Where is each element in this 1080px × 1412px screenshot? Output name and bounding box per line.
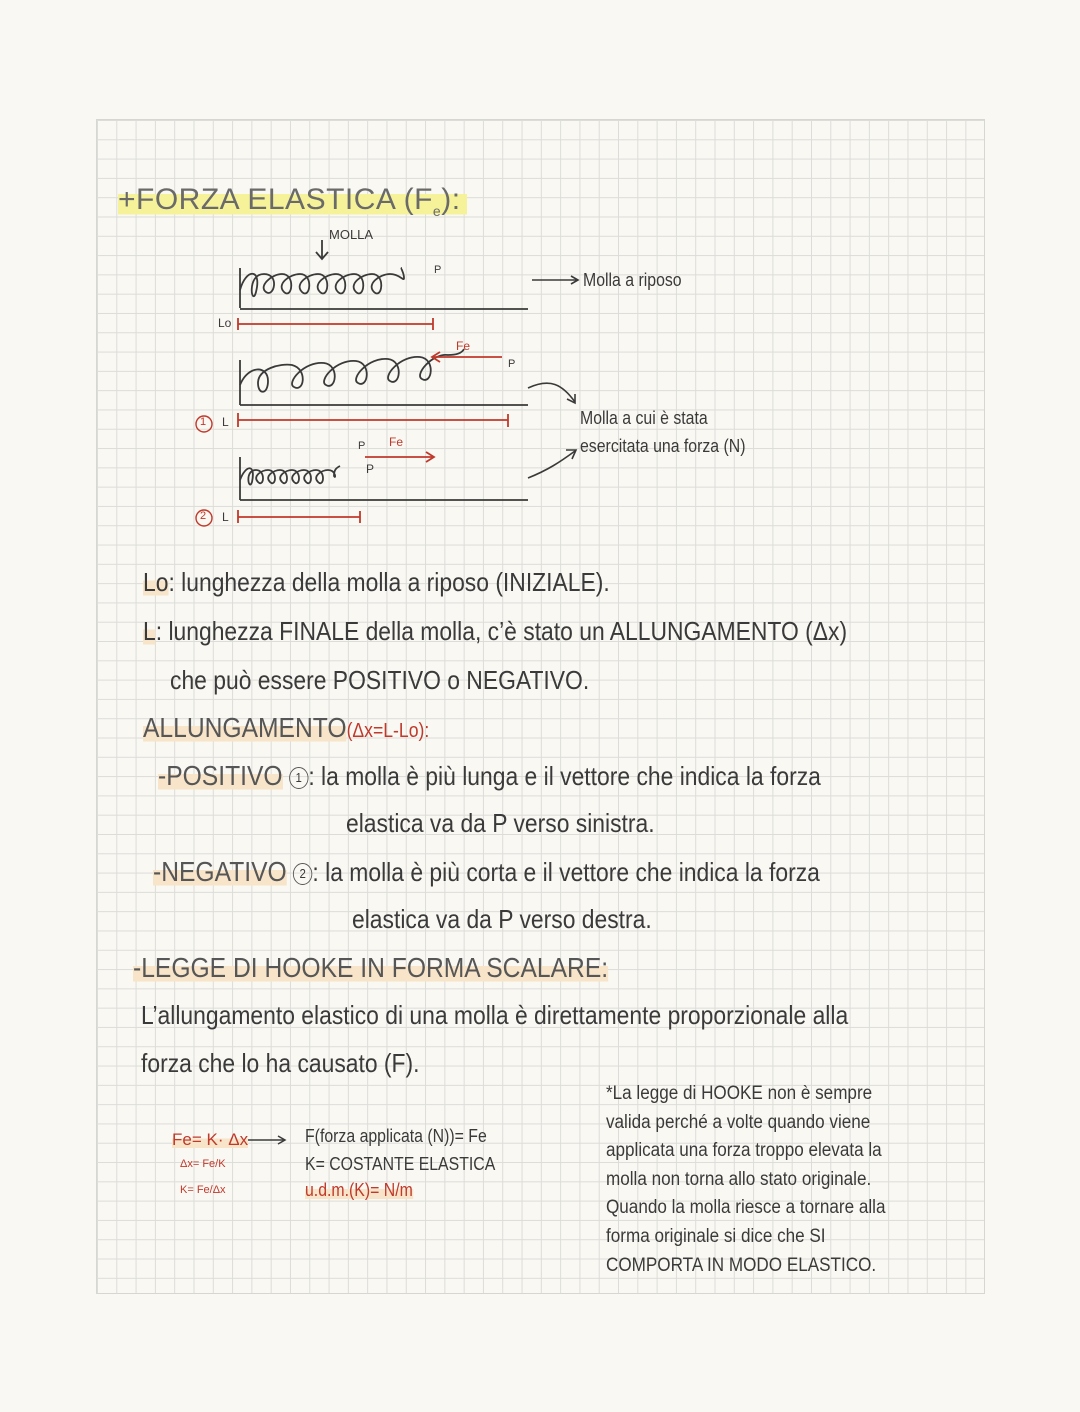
l-label-2: L xyxy=(222,510,229,524)
hooke-note: *La legge di HOOKE non è sempre valida perché a volte quando viene applicata una forza troppo elevata la molla non torna allo stato originale. Quando la molla riesce a tornare alla forma originale si dice che SI COMPORTA IN MODO ELASTICO. xyxy=(606,1083,886,1276)
spring-compressed xyxy=(240,466,340,485)
point-label-3: P xyxy=(358,440,366,452)
positivo-line-2: elastica va da P verso sinistra. xyxy=(346,808,655,838)
caption-arrow-upper-head xyxy=(567,394,575,403)
l0-label: Lo xyxy=(218,316,232,330)
force-caption-1: Molla a cui è stata xyxy=(580,408,708,428)
f-definition: F(forza applicata (N))= Fe xyxy=(305,1126,487,1146)
l-definition-2: che può essere POSITIVO o NEGATIVO. xyxy=(170,665,590,695)
formula-main: Fe= K· Δx xyxy=(172,1130,249,1149)
point-label-1: P xyxy=(434,264,442,276)
l-label-1: L xyxy=(222,415,229,429)
l0-definition: Lo: lunghezza della molla a riposo (INIZIALE). xyxy=(143,567,610,597)
force-label-2: Fe xyxy=(389,435,404,449)
page-title: +FORZA ELASTICA $(F_e)$: xyxy=(118,183,467,219)
negativo-line-2: elastica va da P verso destra. xyxy=(352,904,652,934)
k-definition: K= COSTANTE ELASTICA xyxy=(305,1154,496,1174)
unit-definition: u.d.m.(K)= N/m xyxy=(305,1180,413,1200)
positivo-line: -POSITIVO 1 : la molla è più lunga e il vettore che indica la forza xyxy=(158,760,821,791)
point-label-2: P xyxy=(508,358,516,370)
negativo-line: -NEGATIVO 2 : la molla è più corta e il vettore che indica la forza xyxy=(153,856,820,887)
hooke-heading: -LEGGE DI HOOKE IN FORMA SCALARE: xyxy=(133,952,609,983)
hooke-text-1: L’allungamento elastico di una molla è direttamente proporzionale alla xyxy=(141,1000,849,1030)
spring-stretched xyxy=(240,349,464,392)
case-1-number: 1 xyxy=(200,416,207,428)
molla-label: MOLLA xyxy=(329,227,374,242)
formula-k: K= Fe/Δx xyxy=(180,1184,226,1196)
caption-arrow-lower xyxy=(528,451,575,478)
formula-dx: Δx= Fe/K xyxy=(180,1158,226,1170)
rest-caption: Molla a riposo xyxy=(583,270,682,290)
l-definition: L: lunghezza FINALE della molla, c’è stato un ALLUNGAMENTO (Δx) xyxy=(143,616,848,646)
spring-rest xyxy=(240,268,404,296)
point-label-4: P xyxy=(366,462,375,476)
allungamento-heading: ALLUNGAMENTO(Δx=L-Lo): xyxy=(143,712,430,743)
force-caption-2: esercitata una forza (N) xyxy=(580,436,746,456)
case-2-number: 2 xyxy=(200,510,207,522)
hooke-text-2: forza che lo ha causato (F). xyxy=(141,1048,420,1078)
force-label-1: Fe xyxy=(456,339,471,353)
